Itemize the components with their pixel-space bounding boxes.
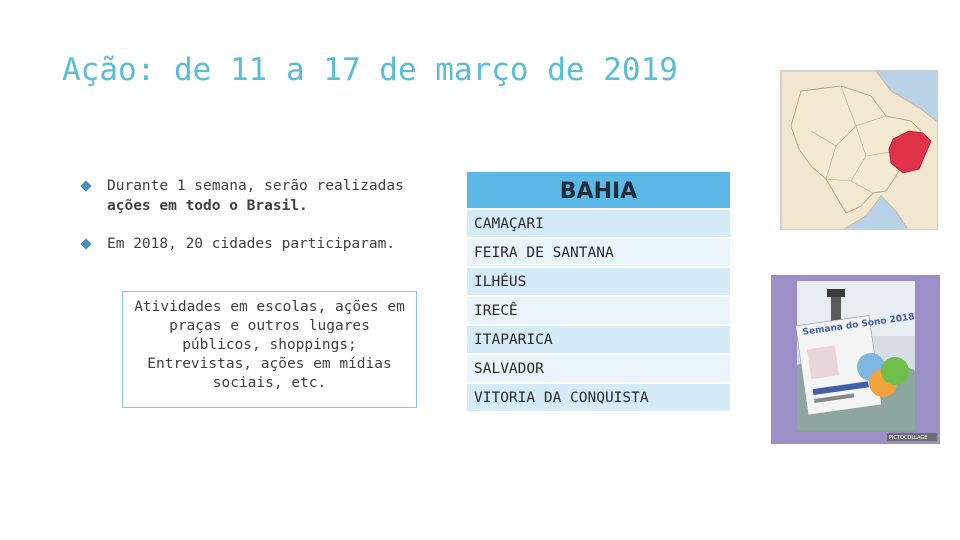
bullet-item bbox=[82, 234, 412, 254]
photo-watermark: PICTOCOLLAGE bbox=[889, 435, 928, 441]
bullet-text: Em 2018, 20 cidades participaram. bbox=[107, 236, 396, 252]
slide-title: Ação: de 11 a 17 de março de 2019 bbox=[62, 52, 678, 88]
table-row: ITAPARICA bbox=[467, 326, 730, 355]
bullet-text-bold: ações em todo o Brasil. bbox=[107, 198, 308, 214]
table-row: ILHÉUS bbox=[467, 268, 730, 297]
table-row: IRECÊ bbox=[467, 297, 730, 326]
cities-table bbox=[467, 172, 730, 413]
photo-icon bbox=[771, 275, 940, 444]
table-row: VITORIA DA CONQUISTA bbox=[467, 384, 730, 413]
brazil-map-image bbox=[780, 70, 938, 230]
bullet-text: Durante 1 semana, serão realizadas bbox=[107, 178, 404, 194]
diamond-bullet-icon bbox=[80, 238, 91, 249]
table-row: CAMAÇARI bbox=[467, 210, 730, 239]
campaign-photo bbox=[771, 275, 940, 444]
activities-note-box: Atividades em escolas, ações em praças e outros lugares públicos, shoppings; Entrevistas, ações em mídias sociais, etc. bbox=[122, 291, 417, 408]
brazil-map-icon bbox=[781, 71, 938, 230]
bullet-item bbox=[82, 176, 412, 216]
poster-title-text: Semana do Sono 2018 bbox=[802, 312, 916, 338]
diamond-bullet-icon bbox=[80, 180, 91, 191]
table-header: BAHIA bbox=[467, 172, 730, 210]
table-row: FEIRA DE SANTANA bbox=[467, 239, 730, 268]
bullet-list bbox=[82, 176, 412, 272]
table-row: SALVADOR bbox=[467, 355, 730, 384]
